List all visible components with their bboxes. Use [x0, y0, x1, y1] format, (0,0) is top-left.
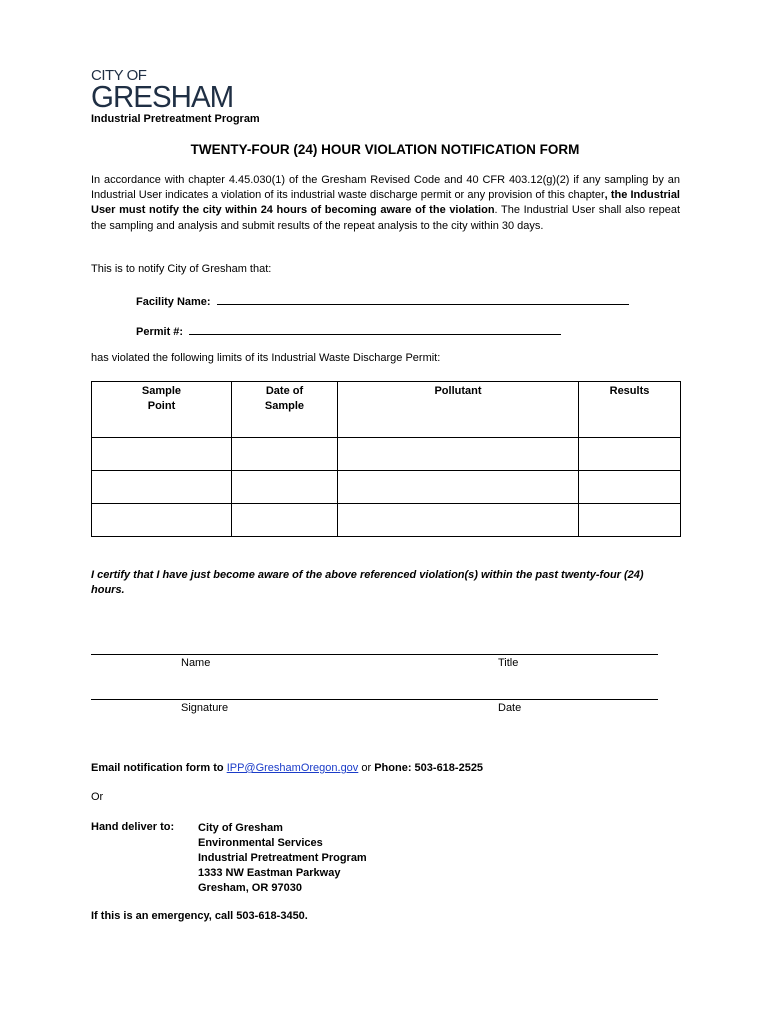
table-cell[interactable]	[579, 504, 681, 537]
signature-label: Signature	[181, 702, 229, 714]
intro-text-2: . The Industrial User shall also repeat the sampling and analysis and submit results of the repeat analysis to the city within 30 days.	[91, 204, 681, 232]
header-sample-point: Sample Point	[92, 382, 232, 438]
contact-line	[91, 762, 483, 774]
signature-date-line[interactable]	[91, 699, 658, 700]
intro-bold-text: , the Industrial User must notify the city within 24 hours of becoming aware of the violation	[91, 189, 680, 217]
name-label: Name	[181, 657, 211, 669]
title-label: Title	[498, 657, 519, 669]
violated-text: has violated the following limits of its Industrial Waste Discharge Permit:	[91, 352, 441, 364]
table-row	[92, 504, 681, 537]
email-link[interactable]: IPP@GreshamOregon.gov	[226, 762, 359, 774]
address-line: City of Gresham	[198, 822, 283, 834]
intro-text-1: In accordance with chapter 4.45.030(1) of the Gresham Revised Code and 40 CFR 403.12(g)(2) if any sampling by an Industrial User indicates a violation of its industrial waste discharge permit or any provision of this chapter	[91, 174, 680, 202]
or-text: Or	[91, 791, 104, 803]
table-cell[interactable]	[92, 504, 232, 537]
address-line: Industrial Pretreatment Program	[198, 852, 367, 864]
form-title: TWENTY-FOUR (24) HOUR VIOLATION NOTIFICATION FORM	[190, 142, 580, 157]
table-cell[interactable]	[92, 438, 232, 471]
table-cell[interactable]	[579, 471, 681, 504]
violation-table	[91, 381, 681, 537]
table-header-row	[92, 382, 681, 438]
facility-name-field	[136, 294, 629, 308]
table-row	[92, 471, 681, 504]
email-prefix: Email notification form to	[91, 762, 224, 774]
contact-or: or	[361, 762, 372, 774]
logo-city-of: CITY OF	[91, 67, 147, 84]
delivery-address	[198, 821, 367, 896]
table-cell[interactable]	[92, 471, 232, 504]
certification-statement: I certify that I have just become aware of the above referenced violation(s) within the past twenty-four (24) hours.	[91, 569, 644, 596]
emergency-notice: If this is an emergency, call 503-618-3450.	[91, 910, 308, 922]
city-logo	[91, 68, 241, 114]
table-cell[interactable]	[579, 438, 681, 471]
table-cell[interactable]	[338, 471, 579, 504]
hand-deliver-label: Hand deliver to:	[91, 821, 175, 833]
permit-number-label: Permit #:	[136, 326, 184, 338]
intro-paragraph	[91, 173, 680, 234]
table-cell[interactable]	[338, 438, 579, 471]
table-cell[interactable]	[232, 471, 338, 504]
table-cell[interactable]	[232, 438, 338, 471]
date-label: Date	[498, 702, 522, 714]
facility-name-label: Facility Name:	[136, 296, 211, 308]
address-line: Environmental Services	[198, 837, 323, 849]
header-date-of-sample: Date of Sample	[232, 382, 338, 438]
table-cell[interactable]	[338, 504, 579, 537]
permit-number-input[interactable]	[189, 324, 561, 335]
facility-name-input[interactable]	[217, 294, 629, 305]
table-cell[interactable]	[232, 504, 338, 537]
phone-number: Phone: 503-618-2525	[374, 762, 484, 774]
address-line: 1333 NW Eastman Parkway	[198, 867, 341, 879]
logo-gresham: GRESHAM	[91, 79, 234, 114]
header-pollutant: Pollutant	[338, 382, 579, 438]
name-title-line[interactable]	[91, 654, 658, 655]
address-line: Gresham, OR 97030	[198, 882, 302, 894]
permit-number-field	[136, 324, 561, 338]
header-results: Results	[579, 382, 681, 438]
notify-text: This is to notify City of Gresham that:	[91, 263, 272, 275]
program-name: Industrial Pretreatment Program	[91, 113, 260, 125]
table-row	[92, 438, 681, 471]
